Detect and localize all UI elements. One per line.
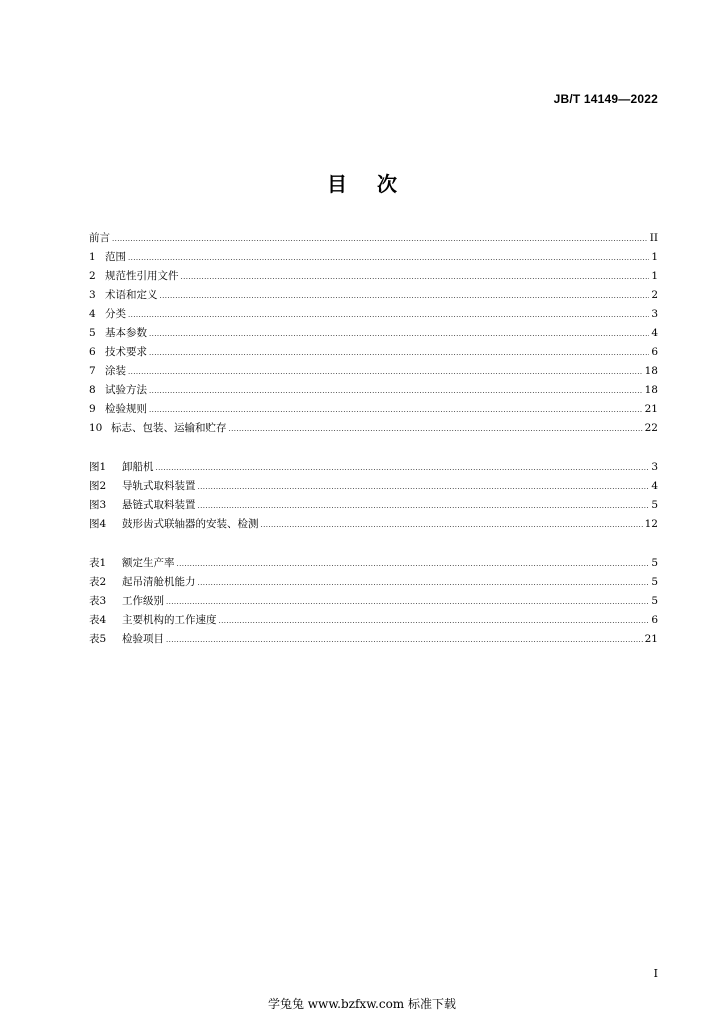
toc-tables [89,554,658,649]
toc-leader-dots [166,593,649,612]
toc-entry-page: 1 [651,251,658,263]
toc-entry[interactable] [89,419,658,438]
toc-entry-page: 6 [651,346,658,358]
toc-entry-label: 前言 [89,232,110,244]
toc-entry-number: 2 [89,270,96,282]
toc-entry-label: 技术要求 [105,346,147,358]
toc-entry-page: 12 [644,518,658,530]
toc-entry-page: II [649,232,658,244]
toc-entry-label: 规范性引用文件 [105,270,179,282]
toc-leader-dots [149,344,649,363]
toc-entry-number: 表5 [89,633,107,645]
toc-entry-page: 4 [651,480,658,492]
toc-entry[interactable] [89,400,658,419]
toc-leader-dots [261,516,643,535]
toc-entry-label: 分类 [105,308,126,320]
toc-entry[interactable] [89,515,658,534]
toc-entry-page: 21 [644,403,658,415]
toc-leader-dots [149,401,643,420]
toc-entry-label: 工作级别 [122,595,164,607]
toc-entry-label: 额定生产率 [122,557,175,569]
toc-leader-dots [160,287,650,306]
toc-entry-number: 8 [89,384,96,396]
toc-entry-page: 5 [651,576,658,588]
toc-entry-label: 涂装 [105,365,126,377]
toc-leader-dots [198,574,650,593]
toc-entry-page: 1 [651,270,658,282]
toc-entry-label: 检验项目 [122,633,164,645]
toc-entry-number: 图1 [89,461,107,473]
toc-entry-label: 标志、包装、运输和贮存 [111,422,227,434]
toc-entry[interactable] [89,573,658,592]
toc-entry-label: 鼓形齿式联轴器的安装、检测 [122,518,259,530]
toc-entry-number: 10 [89,422,103,434]
toc-leader-dots [149,382,643,401]
toc-entry-page: 5 [651,595,658,607]
toc-entry[interactable] [89,362,658,381]
toc-entry-number: 1 [89,251,96,263]
toc-entry-number: 表1 [89,557,107,569]
toc-leader-dots [128,363,643,382]
toc-entry-page: 3 [651,461,658,473]
toc-entry[interactable] [89,229,658,248]
toc-entry[interactable] [89,592,658,611]
toc-entry[interactable] [89,286,658,305]
toc-entry-number: 4 [89,308,96,320]
toc-entry-page: 2 [651,289,658,301]
toc-entry-page: 5 [651,499,658,511]
toc-leader-dots [177,555,650,574]
toc-leader-dots [181,268,650,287]
toc-entry[interactable] [89,248,658,267]
toc-figures [89,458,658,534]
toc-entry[interactable] [89,343,658,362]
toc-entry[interactable] [89,267,658,286]
toc-entry-number: 5 [89,327,96,339]
toc-sections [89,229,658,438]
toc-entry-label: 悬链式取料装置 [122,499,196,511]
toc-entry[interactable] [89,324,658,343]
toc-entry-label: 试验方法 [105,384,147,396]
toc-entry-page: 22 [644,422,658,434]
toc-entry-number: 表2 [89,576,107,588]
toc-entry-number: 图3 [89,499,107,511]
toc-entry[interactable] [89,554,658,573]
toc-entry[interactable] [89,630,658,649]
toc-entry-label: 范围 [105,251,126,263]
toc-entry-number: 图2 [89,480,107,492]
toc-entry-label: 卸船机 [122,461,154,473]
toc-leader-dots [166,631,643,650]
page-title: 目次 [327,172,427,196]
toc-leader-dots [149,325,649,344]
toc-entry-label: 导轨式取料装置 [122,480,196,492]
toc-entry[interactable] [89,611,658,630]
toc-leader-dots [112,230,648,249]
toc-entry-number: 表3 [89,595,107,607]
toc-entry-page: 18 [644,384,658,396]
toc-entry-number: 6 [89,346,96,358]
toc-entry-label: 术语和定义 [105,289,158,301]
toc-leader-dots [156,459,650,478]
toc-entry-page: 4 [651,327,658,339]
toc-entry-page: 18 [644,365,658,377]
toc-entry-page: 3 [651,308,658,320]
toc-leader-dots [219,612,650,631]
footer-watermark[interactable]: 学兔兔 www.bzfxw.com 标准下载 [267,997,457,1011]
toc-entry-page: 21 [644,633,658,645]
toc-leader-dots [229,420,643,439]
toc-entry[interactable] [89,496,658,515]
toc-entry-number: 3 [89,289,96,301]
toc-entry[interactable] [89,305,658,324]
page-number: I [653,967,658,980]
toc-entry-label: 基本参数 [105,327,147,339]
toc-entry-label: 主要机构的工作速度 [122,614,217,626]
toc-entry-page: 6 [651,614,658,626]
toc-entry-number: 7 [89,365,96,377]
toc-entry[interactable] [89,458,658,477]
toc-entry-number: 图4 [89,518,107,530]
standard-code: JB/T 14149—2022 [553,92,658,106]
toc-entry-number: 表4 [89,614,107,626]
toc-entry[interactable] [89,477,658,496]
toc-entry-label: 检验规则 [105,403,147,415]
toc-entry-page: 5 [651,557,658,569]
toc-leader-dots [198,497,650,516]
toc-entry[interactable] [89,381,658,400]
toc-leader-dots [128,249,649,268]
toc-entry-label: 起吊清舱机能力 [122,576,196,588]
toc-leader-dots [198,478,650,497]
toc-leader-dots [128,306,649,325]
toc-entry-number: 9 [89,403,96,415]
